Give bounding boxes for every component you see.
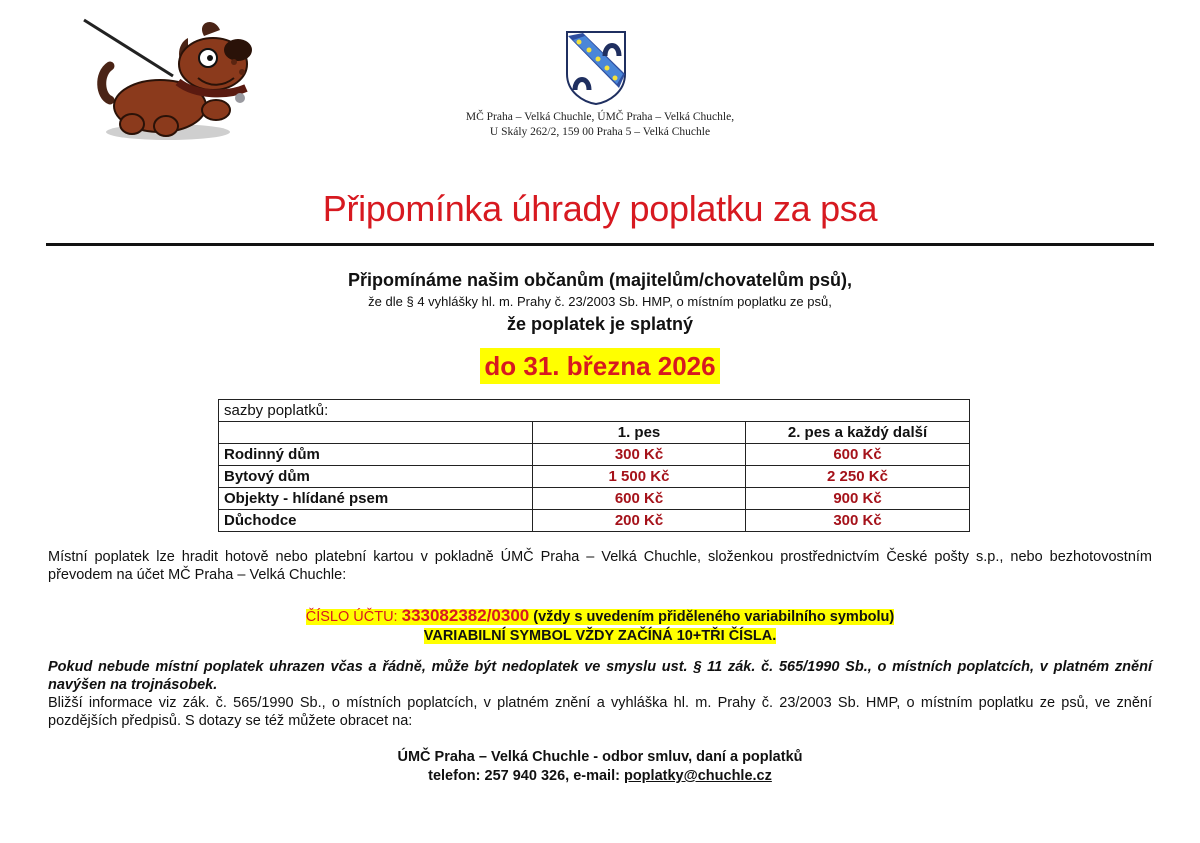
row-label: Bytový dům: [219, 466, 533, 488]
rate-first: 300 Kč: [533, 444, 746, 466]
dog-illustration: [48, 14, 258, 154]
row-label: Objekty - hlídané psem: [219, 488, 533, 510]
contact-block: [0, 748, 1200, 786]
table-row: [219, 510, 970, 532]
table-caption-row: [219, 400, 970, 422]
header-empty: [219, 422, 533, 444]
rate-next: 300 Kč: [746, 510, 970, 532]
row-label: Důchodce: [219, 510, 533, 532]
account-note: (vždy s uvedením přiděleného variabilního symbolu): [529, 609, 895, 625]
contact-email-link[interactable]: poplatky@chuchle.cz: [623, 768, 772, 784]
intro-line-2: že dle § 4 vyhlášky hl. m. Prahy č. 23/2003 Sb. HMP, o místním poplatku ze psů,: [368, 294, 832, 309]
header-first-dog: 1. pes: [533, 422, 746, 444]
deadline-block: [0, 348, 1200, 384]
late-payment-warning: Pokud nebude místní poplatek uhrazen včas a řádně, může být nedoplatek ve smyslu ust. § 11 zák. č. 565/1990 Sb., o místních poplatcích, v platném znění navýšen na trojnásobek.: [48, 659, 1152, 693]
address-line-1: MČ Praha – Velká Chuchle, ÚMČ Praha – Velká Chuchle,: [465, 111, 735, 123]
intro-line-1: Připomínáme našim občanům (majitelům/chovatelům psů),: [347, 270, 853, 290]
contact-office: ÚMČ Praha – Velká Chuchle - odbor smluv, daní a poplatků: [397, 749, 803, 765]
municipal-crest: [565, 30, 627, 106]
contact-phone: telefon: 257 940 326, e-mail:: [428, 768, 624, 784]
table-header-row: [219, 422, 970, 444]
rate-next: 2 250 Kč: [746, 466, 970, 488]
rate-next: 900 Kč: [746, 488, 970, 510]
variable-symbol-note: VARIABILNÍ SYMBOL VŽDY ZAČÍNÁ 10+TŘI ČÍSLA.: [423, 628, 777, 644]
office-address: [380, 110, 820, 140]
rate-first: 1 500 Kč: [533, 466, 746, 488]
address-line-2: U Skály 262/2, 159 00 Praha 5 – Velká Chuchle: [489, 126, 711, 138]
rates-table: [218, 399, 970, 532]
rate-first: 600 Kč: [533, 488, 746, 510]
rate-next: 600 Kč: [746, 444, 970, 466]
table-row: [219, 488, 970, 510]
intro-line-3: že poplatek je splatný: [506, 314, 694, 334]
account-number[interactable]: 333082382/0300: [401, 606, 530, 625]
row-label: Rodinný dům: [219, 444, 533, 466]
account-block: [0, 606, 1200, 646]
table-caption: sazby poplatků:: [219, 400, 970, 422]
legal-info-text: Bližší informace viz zák. č. 565/1990 Sb., o místních poplatcích, v platném znění a vyhláška hl. m. Prahy č. 23/2003 Sb. HMP, o místním poplatku ze psů, ve znění pozdějších předpisů. S dotazy se též můžete obracet na:: [48, 695, 1152, 729]
page-title: Připomínka úhrady poplatku za psa: [322, 188, 878, 229]
deadline-date: do 31. března 2026: [480, 348, 719, 384]
payment-methods-text: Místní poplatek lze hradit hotově nebo platební kartou v pokladně ÚMČ Praha – Velká Chuchle, složenkou prostřednictvím České pošty s.p., nebo bezhotovostním převodem na účet MČ Praha – Velká Chuchle:: [48, 549, 1152, 583]
header-next-dog: 2. pes a každý další: [746, 422, 970, 444]
title-divider: [46, 243, 1154, 246]
table-row: [219, 444, 970, 466]
rate-first: 200 Kč: [533, 510, 746, 532]
table-row: [219, 466, 970, 488]
account-label: ČÍSLO ÚČTU:: [305, 609, 402, 625]
